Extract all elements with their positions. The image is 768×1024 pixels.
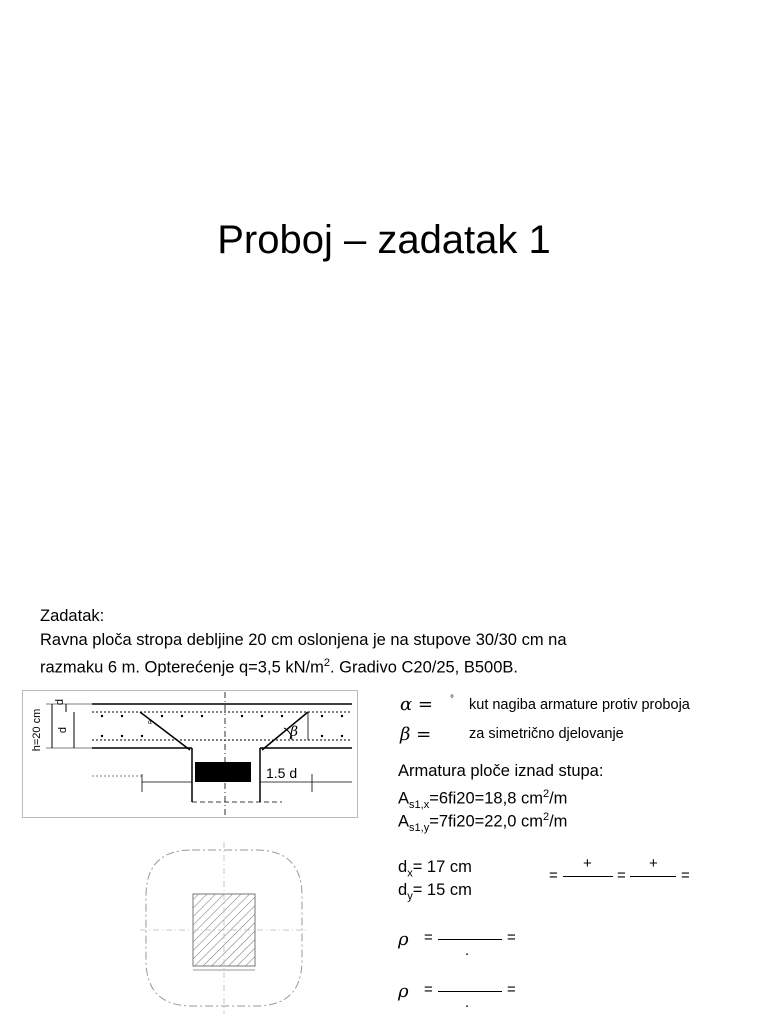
task-line-1: Ravna ploča stropa debljine 20 cm oslonjena je na stupove 30/30 cm na [40,630,567,649]
task-heading: Zadatak: [40,607,105,625]
dimension-1-5d-label: 1.5 d [266,765,298,781]
reinforcement-y: $A_{s1,y}=7fi20=22,0$ $cm^2/m$ [398,811,568,834]
d-formula-eq-3: = [681,867,690,884]
beta-note: za simetrično djelovanje [469,726,624,742]
control-perimeter-figure [140,842,308,1014]
rho-eq-1: = [424,929,433,946]
task-statement [40,605,567,680]
d-formula-eq-2: = [617,867,626,884]
d-formula-eq-1: = [549,867,558,884]
rho-eq2-1: = [507,929,516,946]
slab-section-figure [22,690,358,818]
d-formula-plus-2: + [649,855,658,872]
rho-eq-2: = [424,981,433,998]
rho-symbol-2: ρ [398,981,409,1002]
beta-angle-label: β [290,724,299,740]
h-dimension-label: h=20 cm [31,708,43,752]
beta-symbol: β = [400,724,432,745]
slide-title: Proboj – zadatak 1 [217,218,551,262]
rho-fraction-line-1 [438,939,502,940]
d-formula-plus-1: + [583,855,592,872]
d-formula-fraction-line-2 [630,876,676,877]
reinforcement-heading: Armatura ploče iznad stupa: [398,762,604,780]
depth-dx: $d_x= 17$ cm [398,858,472,880]
alpha-note: kut nagiba armature protiv proboja [469,697,690,713]
alpha-symbol: α = [400,694,433,715]
rho-symbol-1: ρ [398,929,409,950]
d-top-label: d [54,698,66,706]
task-line-2: razmaku 6 m. Opterećenje q=3,5 $kN/m^2$. Gradivo C20/25, B500B. [40,657,518,677]
rho-fraction-line-2 [438,991,502,992]
alpha-angle-label: α [148,719,153,726]
depth-dy: $d_y= 15$ cm [398,881,472,903]
rho-eq2-2: = [507,981,516,998]
rho-dot-1: . [465,942,470,959]
reinforcement-x: $A_{s1,x}=6fi20=18,8$ $cm^2/m$ [398,788,568,811]
d-mid-label: d [57,726,69,734]
d-formula-fraction-line-1 [563,876,613,877]
alpha-degree: ° [450,694,454,705]
rho-dot-2: . [465,994,470,1011]
